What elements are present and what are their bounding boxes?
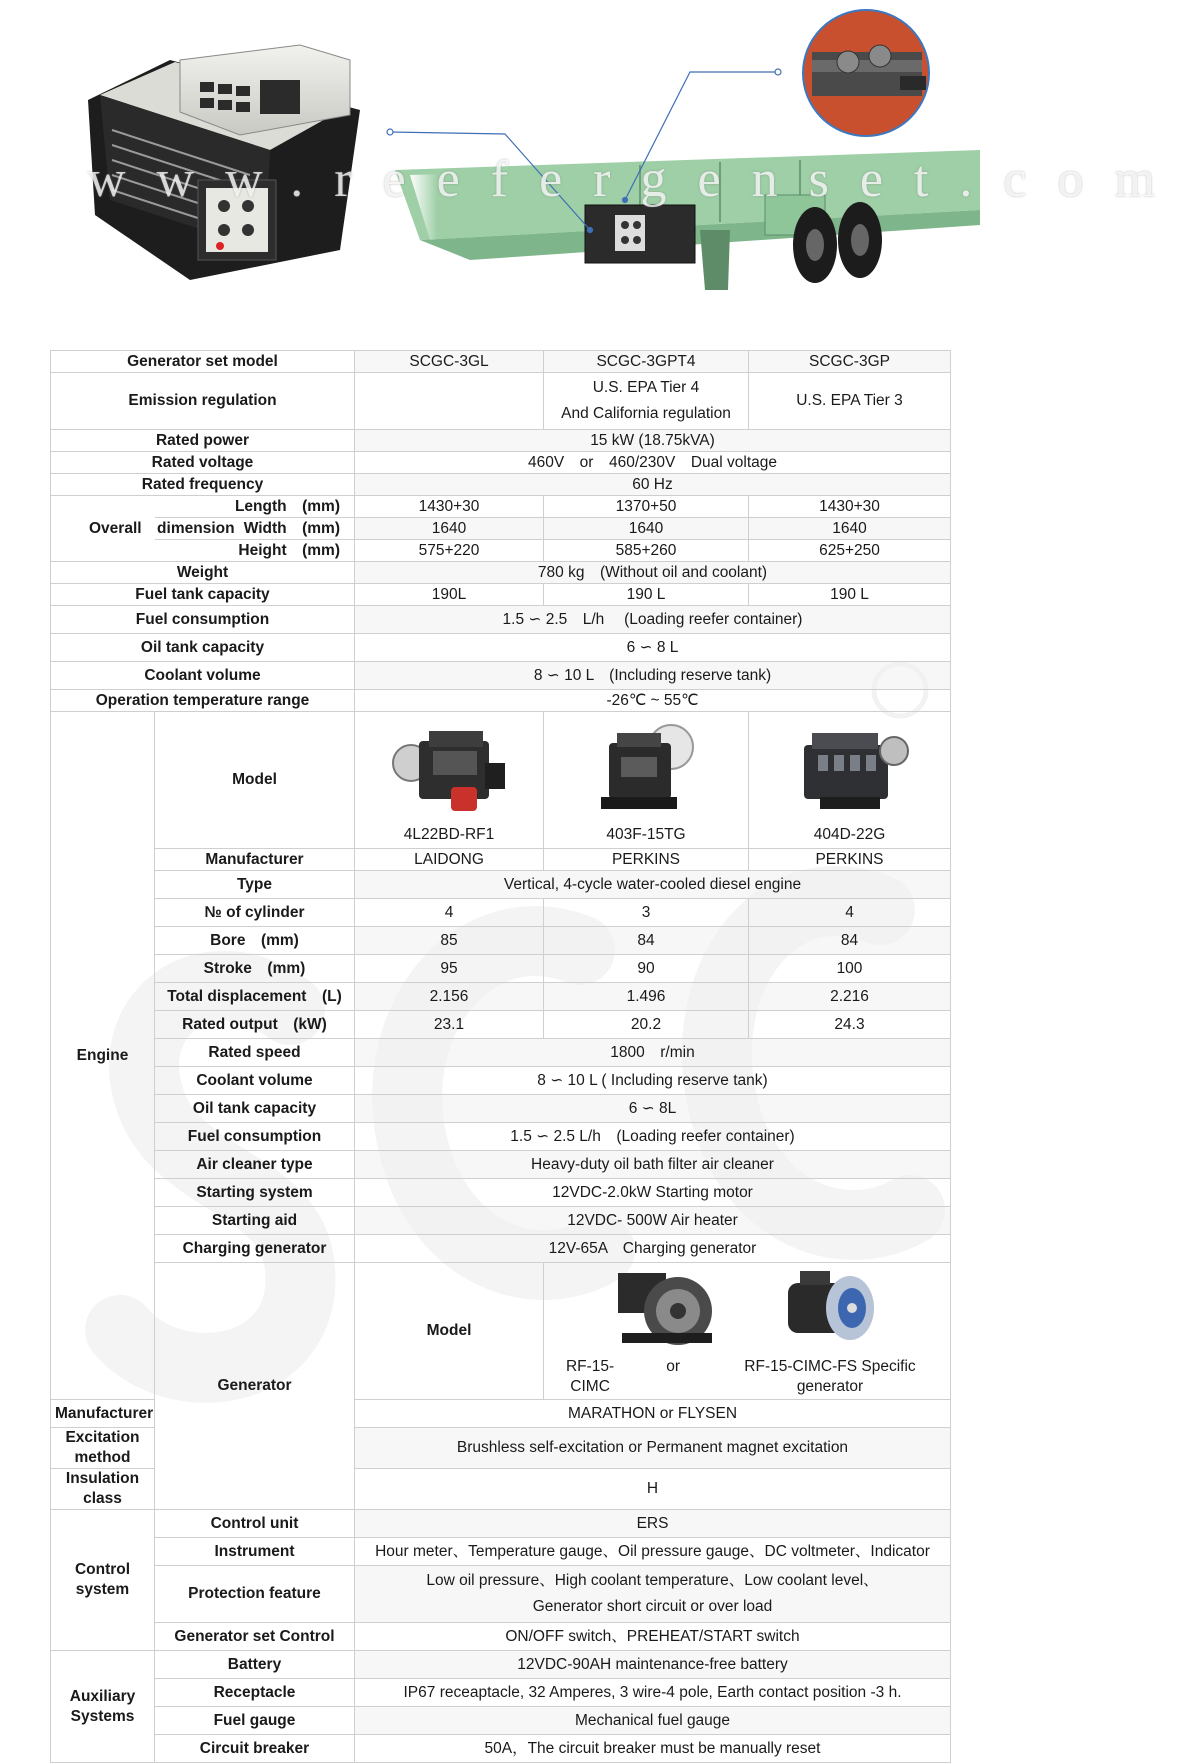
- emission-gl: [355, 373, 544, 430]
- receptacle-value: IP67 receaptacle, 32 Amperes, 3 wire-4 pole, Earth contact position -3 h.: [355, 1679, 951, 1707]
- table-row-engine-oil-tank: [51, 1095, 951, 1123]
- generator-manufacturer-label: Manufacturer: [51, 1400, 155, 1428]
- table-row-op-temp: [51, 690, 951, 712]
- table-row-displacement: [51, 983, 951, 1011]
- height-gpt4: 585+260: [544, 540, 749, 562]
- table-row-engine-model: [51, 712, 951, 849]
- rated-voltage-value: 460V or 460/230V Dual voltage: [355, 452, 951, 474]
- rated-output-3: 24.3: [749, 1011, 951, 1039]
- protection-line1: Low oil pressure、High coolant temperature、Low coolant level、: [426, 1572, 879, 1589]
- rated-speed-value: 1800 r/min: [355, 1039, 951, 1067]
- emission-gpt4-line2: And California regulation: [561, 405, 731, 422]
- genset-control-label: Generator set Control: [155, 1623, 355, 1651]
- cylinders-label: № of cylinder: [155, 899, 355, 927]
- auxiliary-group-label-2: Systems: [70, 1707, 135, 1725]
- control-group-label-2: system: [75, 1581, 130, 1598]
- bore-2: 84: [544, 927, 749, 955]
- battery-label: Battery: [155, 1651, 355, 1679]
- engine-model-3: [749, 712, 951, 849]
- starting-aid-value: 12VDC- 500W Air heater: [355, 1207, 951, 1235]
- length-gp: 1430+30: [749, 496, 951, 518]
- table-row-receptacle: [51, 1679, 951, 1707]
- overall-dimension-label: Overall dimension: [51, 496, 155, 562]
- engine-manufacturer-label: Manufacturer: [155, 849, 355, 871]
- engine-oil-tank-value: 6 ∽ 8L: [355, 1095, 951, 1123]
- insulation-value: H: [355, 1469, 951, 1510]
- generator-photo-2: [782, 1263, 882, 1351]
- table-row-fuel-tank: [51, 584, 951, 606]
- table-row-battery: [51, 1651, 951, 1679]
- length-gl: 1430+30: [355, 496, 544, 518]
- rated-power-label: Rated power: [51, 430, 355, 452]
- rated-speed-label: Rated speed: [155, 1039, 355, 1067]
- air-cleaner-label: Air cleaner type: [155, 1151, 355, 1179]
- engine-model-1: [355, 712, 544, 849]
- displacement-label: Total displacement (L): [155, 983, 355, 1011]
- control-group-label: [51, 1510, 155, 1651]
- insulation-label: Insulation class: [51, 1469, 155, 1510]
- height-label: Height (mm): [155, 540, 355, 562]
- table-row-engine-fuel-consumption: [51, 1123, 951, 1151]
- engine-photo-1: [389, 721, 509, 817]
- stroke-1: 95: [355, 955, 544, 983]
- engine-fuel-consumption-label: Fuel consumption: [155, 1123, 355, 1151]
- table-row-rated-voltage: [51, 452, 951, 474]
- coolant-value: 8 ∽ 10 L (Including reserve tank): [355, 662, 951, 690]
- breaker-label: Circuit breaker: [155, 1735, 355, 1763]
- instrument-value: Hour meter、Temperature gauge、Oil pressure gauge、DC voltmeter、Indicator: [355, 1538, 951, 1566]
- cylinders-3: 4: [749, 899, 951, 927]
- engine-model-2: [544, 712, 749, 849]
- cylinders-1: 4: [355, 899, 544, 927]
- mount-detail-inset-image: [803, 10, 929, 136]
- hero-illustration: [0, 0, 1186, 340]
- coolant-label: Coolant volume: [51, 662, 355, 690]
- breaker-value: 50A，The circuit breaker must be manually reset: [355, 1735, 951, 1763]
- rated-output-2: 20.2: [544, 1011, 749, 1039]
- engine-coolant-label: Coolant volume: [155, 1067, 355, 1095]
- emission-gp: U.S. EPA Tier 3: [749, 373, 951, 430]
- model-col-3: SCGC-3GP: [749, 351, 951, 373]
- width-gl: 1640: [355, 518, 544, 540]
- table-row-rated-speed: [51, 1039, 951, 1067]
- generator-manufacturer-value: MARATHON or FLYSEN: [355, 1400, 951, 1428]
- engine-manufacturer-3: PERKINS: [749, 849, 951, 871]
- engine-photo-2: [591, 721, 701, 817]
- engine-manufacturer-1: LAIDONG: [355, 849, 544, 871]
- generator-set-model-label: Generator set model: [51, 351, 355, 373]
- table-row-bore: [51, 927, 951, 955]
- table-row-header: [51, 351, 951, 373]
- air-cleaner-value: Heavy-duty oil bath filter air cleaner: [355, 1151, 951, 1179]
- table-row-fuel-consumption: [51, 606, 951, 634]
- engine-model-label: Model: [155, 712, 355, 849]
- table-row-charging: [51, 1235, 951, 1263]
- engine-model-1-label: 4L22BD-RF1: [403, 826, 495, 843]
- generator-model-b: RF-15-CIMC-FS Specific generator: [744, 1358, 916, 1395]
- protection-value: [355, 1566, 951, 1623]
- table-row-coolant: [51, 662, 951, 690]
- displacement-3: 2.216: [749, 983, 951, 1011]
- length-label: Length (mm): [155, 496, 355, 518]
- stroke-3: 100: [749, 955, 951, 983]
- table-row-emission: [51, 373, 951, 430]
- control-group-label-1: Control: [74, 1561, 131, 1578]
- table-row-starting-aid: [51, 1207, 951, 1235]
- fuel-tank-gp: 190 L: [749, 584, 951, 606]
- engine-photo-3: [790, 721, 910, 817]
- receptacle-label: Receptacle: [155, 1679, 355, 1707]
- bore-label: Bore (mm): [155, 927, 355, 955]
- fuel-consumption-value: 1.5 ∽ 2.5 L/h (Loading reefer container): [355, 606, 951, 634]
- battery-value: 12VDC-90AH maintenance-free battery: [355, 1651, 951, 1679]
- width-gp: 1640: [749, 518, 951, 540]
- stroke-label: Stroke (mm): [155, 955, 355, 983]
- length-gpt4: 1370+50: [544, 496, 749, 518]
- starting-aid-label: Starting aid: [155, 1207, 355, 1235]
- generator-model-cell: [544, 1263, 951, 1400]
- starting-system-value: 12VDC-2.0kW Starting motor: [355, 1179, 951, 1207]
- rated-output-label: Rated output (kW): [155, 1011, 355, 1039]
- table-row-length: [51, 496, 951, 518]
- table-row-protection: [51, 1566, 951, 1623]
- bore-1: 85: [355, 927, 544, 955]
- rated-frequency-value: 60 Hz: [355, 474, 951, 496]
- engine-model-3-label: 404D-22G: [813, 826, 886, 843]
- table-row-genset-control: [51, 1623, 951, 1651]
- weight-label: Weight: [51, 562, 355, 584]
- emission-gpt4-line1: U.S. EPA Tier 4: [592, 379, 700, 396]
- engine-type-label: Type: [155, 871, 355, 899]
- generator-group-label: Generator: [155, 1263, 355, 1510]
- starting-system-label: Starting system: [155, 1179, 355, 1207]
- fuel-tank-gpt4: 190 L: [544, 584, 749, 606]
- oil-tank-label: Oil tank capacity: [51, 634, 355, 662]
- model-col-1: SCGC-3GL: [355, 351, 544, 373]
- fuel-tank-gl: 190L: [355, 584, 544, 606]
- table-row-generator-model: [51, 1263, 951, 1400]
- instrument-label: Instrument: [155, 1538, 355, 1566]
- generator-model-a: RF-15-CIMC: [565, 1358, 615, 1395]
- auxiliary-group-label-1: Auxiliary: [69, 1687, 136, 1705]
- table-row-air-cleaner: [51, 1151, 951, 1179]
- table-row-fuel-gauge: [51, 1707, 951, 1735]
- control-unit-value: ERS: [355, 1510, 951, 1538]
- spec-table: [50, 350, 951, 1763]
- oil-tank-value: 6 ∽ 8 L: [355, 634, 951, 662]
- excitation-label: Excitation method: [51, 1428, 155, 1469]
- fuel-consumption-label: Fuel consumption: [51, 606, 355, 634]
- cylinders-2: 3: [544, 899, 749, 927]
- displacement-1: 2.156: [355, 983, 544, 1011]
- generator-model-label: Model: [355, 1263, 544, 1400]
- table-row-rated-frequency: [51, 474, 951, 496]
- engine-coolant-value: 8 ∽ 10 L ( Including reserve tank): [355, 1067, 951, 1095]
- rated-output-1: 23.1: [355, 1011, 544, 1039]
- fuel-gauge-value: Mechanical fuel gauge: [355, 1707, 951, 1735]
- table-row-engine-type: [51, 871, 951, 899]
- genset-control-value: ON/OFF switch、PREHEAT/START switch: [355, 1623, 951, 1651]
- engine-oil-tank-label: Oil tank capacity: [155, 1095, 355, 1123]
- bore-3: 84: [749, 927, 951, 955]
- engine-model-2-label: 403F-15TG: [606, 826, 686, 843]
- engine-group-label: Engine: [51, 712, 155, 1400]
- engine-manufacturer-2: PERKINS: [544, 849, 749, 871]
- protection-label: Protection feature: [155, 1566, 355, 1623]
- displacement-2: 1.496: [544, 983, 749, 1011]
- table-row-breaker: [51, 1735, 951, 1763]
- table-row-instrument: [51, 1538, 951, 1566]
- table-row-starting-system: [51, 1179, 951, 1207]
- model-col-2: SCGC-3GPT4: [544, 351, 749, 373]
- table-row-rated-output: [51, 1011, 951, 1039]
- op-temp-label: Operation temperature range: [51, 690, 355, 712]
- width-label: Width (mm): [155, 518, 355, 540]
- fuel-gauge-label: Fuel gauge: [155, 1707, 355, 1735]
- height-gp: 625+250: [749, 540, 951, 562]
- table-row-oil-tank: [51, 634, 951, 662]
- stroke-2: 90: [544, 955, 749, 983]
- op-temp-value: -26℃ ~ 55℃: [355, 690, 951, 712]
- emission-label: Emission regulation: [51, 373, 355, 430]
- auxiliary-group-label: [51, 1651, 155, 1763]
- width-gpt4: 1640: [544, 518, 749, 540]
- weight-value: 780 kg (Without oil and coolant): [355, 562, 951, 584]
- rated-voltage-label: Rated voltage: [51, 452, 355, 474]
- fuel-tank-label: Fuel tank capacity: [51, 584, 355, 606]
- charging-label: Charging generator: [155, 1235, 355, 1263]
- protection-line2: Generator short circuit or over load: [532, 1598, 773, 1615]
- table-row-weight: [51, 562, 951, 584]
- height-gl: 575+220: [355, 540, 544, 562]
- control-unit-label: Control unit: [155, 1510, 355, 1538]
- generator-photo-1: [612, 1263, 722, 1351]
- table-row-control-unit: [51, 1510, 951, 1538]
- table-row-engine-manufacturer: [51, 849, 951, 871]
- excitation-value: Brushless self-excitation or Permanent magnet excitation: [355, 1428, 951, 1469]
- charging-value: 12V-65A Charging generator: [355, 1235, 951, 1263]
- table-row-engine-coolant: [51, 1067, 951, 1095]
- emission-gpt4: [544, 373, 749, 430]
- engine-fuel-consumption-value: 1.5 ∽ 2.5 L/h (Loading reefer container): [355, 1123, 951, 1151]
- table-row-rated-power: [51, 430, 951, 452]
- rated-power-value: 15 kW (18.75kVA): [355, 430, 951, 452]
- table-row-height: [51, 540, 951, 562]
- rated-frequency-label: Rated frequency: [51, 474, 355, 496]
- generator-model-or: or: [666, 1358, 680, 1375]
- engine-type-value: Vertical, 4-cycle water-cooled diesel engine: [355, 871, 951, 899]
- table-row-stroke: [51, 955, 951, 983]
- website-watermark: www.reefergenset.com: [88, 151, 1186, 208]
- table-row-cylinders: [51, 899, 951, 927]
